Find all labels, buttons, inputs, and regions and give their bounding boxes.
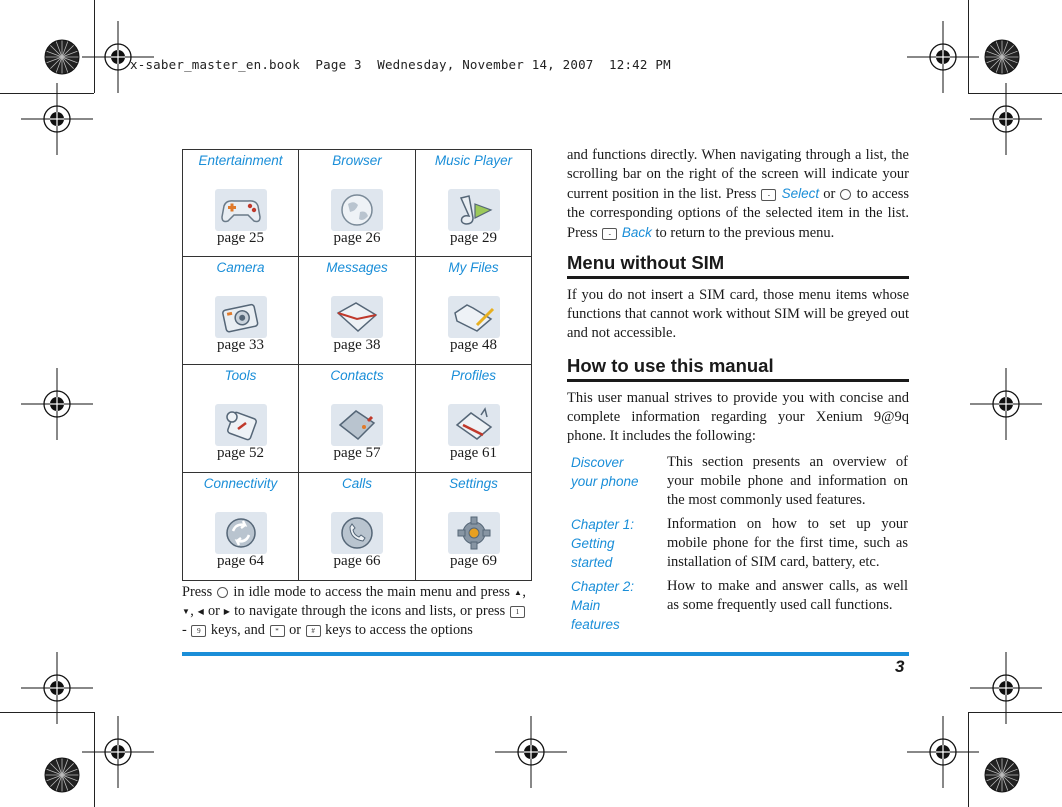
term-line: Discover [571,455,624,470]
menu-title: Connectivity [203,476,278,491]
main-menu-grid [182,149,532,581]
menu-cell-entertainment [183,150,299,257]
menu-cell-messages [299,257,416,365]
text-run: or [285,622,305,639]
gamepad-icon [214,188,268,232]
text-run: to return to the previous menu. [651,225,835,241]
term-line: your phone [571,474,639,489]
phone-icon [330,511,384,555]
menu-cell-music-player [416,150,531,257]
menu-title: Browser [332,153,382,168]
menu-cell-calls [299,473,416,580]
text-run: , [190,603,198,620]
menu-page: page 61 [449,445,498,461]
key-9-icon: 9 [191,625,206,637]
camera-icon [214,295,268,339]
right-key-icon: ▶ [223,607,231,617]
menu-cell-contacts [299,365,416,473]
music-note-icon [447,188,501,232]
text-run: and functions directly. When navigating through a list, the scrolling bar on the right of the screen will indicate your current position in the list. Press [567,147,909,202]
menu-cell-connectivity [183,473,299,580]
menu-page: page 57 [333,445,381,461]
term-line: Main [571,598,601,613]
menu-cell-my-files [416,257,531,365]
contacts-book-icon [330,403,384,447]
select-label: Select [781,186,820,201]
menu-cell-camera [183,257,299,365]
definition-term [571,515,634,572]
up-key-icon: ▲ [513,588,523,598]
text-run: or [204,603,224,620]
menu-without-sim-heading: Menu without SIM [567,252,725,273]
menu-title: Tools [224,368,257,383]
menu-page: page 66 [333,553,381,569]
left-soft-key-icon: - [761,189,776,201]
term-line: started [571,555,613,570]
menu-page: page 25 [216,230,265,246]
folder-icon [447,295,501,339]
heading-rule [567,276,909,279]
menu-title: Messages [326,260,388,275]
definition-description: This section presents an overview of your mobile phone and information on the most commonly used features. [667,454,908,508]
menu-title: Profiles [450,368,496,383]
term-line: Getting [571,536,615,551]
menu-title: Calls [341,476,372,491]
envelope-icon [330,295,384,339]
tools-icon [214,403,268,447]
menu-page: page 64 [216,553,265,569]
back-label: Back [621,225,652,240]
menu-page: page 26 [333,230,381,246]
menu-page: page 29 [449,230,498,246]
heading-rule [567,379,909,382]
menu-cell-browser [299,150,416,257]
text-run: keys to access the options [321,622,473,639]
star-key-icon: * [270,625,285,637]
text-run: to navigate through the icons and lists, or press [230,603,510,620]
definition-term [571,577,634,634]
text-run: , [522,584,526,600]
menu-title: Contacts [330,368,384,383]
menu-title: Music Player [434,153,513,168]
menu-cell-settings [416,473,531,580]
menu-page: page 38 [333,337,381,353]
text-run: Press [182,584,217,600]
left-key-icon: ◀ [197,607,205,617]
text-run: keys, and [207,622,269,639]
term-line: features [571,617,620,632]
gear-icon [447,511,501,555]
term-line: Chapter 2: [571,579,635,594]
definition-term [571,453,639,491]
text-run: to access the corresponding options of the selected item in the list. Press [567,186,909,241]
how-to-use-heading: How to use this manual [567,355,774,376]
menu-cell-profiles [416,365,531,473]
menu-page: page 48 [449,337,498,353]
definition-description: How to make and answer calls, as well as some frequently used call functions. [667,578,908,613]
menu-page: page 52 [216,445,265,461]
menu-without-sim-body: If you do not insert a SIM card, those menu items whose functions that cannot work without SIM will be greyed out and not accessible. [567,287,909,341]
menu-title: Settings [449,476,498,491]
footer-rule [182,652,909,656]
down-key-icon: ▼ [182,607,191,617]
menu-title: My Files [448,260,499,275]
ok-key-icon [840,189,851,200]
hash-key-icon: # [306,625,321,637]
menu-title: Entertainment [198,153,283,168]
term-line: Chapter 1: [571,517,635,532]
key-1-icon: 1 [510,606,525,618]
menu-page: page 33 [216,337,265,353]
menu-cell-tools [183,365,299,473]
text-run: - [182,622,191,639]
how-to-use-body: This user manual strives to provide you with concise and complete information regarding your Xenium 9@9q phone. It includes the following: [567,390,909,444]
page-number: 3 [895,657,905,676]
definition-description: Information on how to set up your mobile phone for the first time, such as installation of SIM card, battery, etc. [667,516,908,570]
right-soft-key-icon: - [602,228,617,240]
navigation-paragraph [182,583,526,640]
list-navigation-paragraph [567,146,909,243]
globe-icon [330,188,384,232]
ok-key-icon [217,587,228,598]
sync-icon [214,511,268,555]
menu-title: Camera [216,260,265,275]
text-run: or [819,186,840,202]
print-header: x-saber_master_en.book Page 3 Wednesday, November 14, 2007 12:42 PM [130,57,671,72]
profiles-icon [447,403,501,447]
menu-page: page 69 [449,553,498,569]
text-run: in idle mode to access the main menu and press [229,584,514,600]
